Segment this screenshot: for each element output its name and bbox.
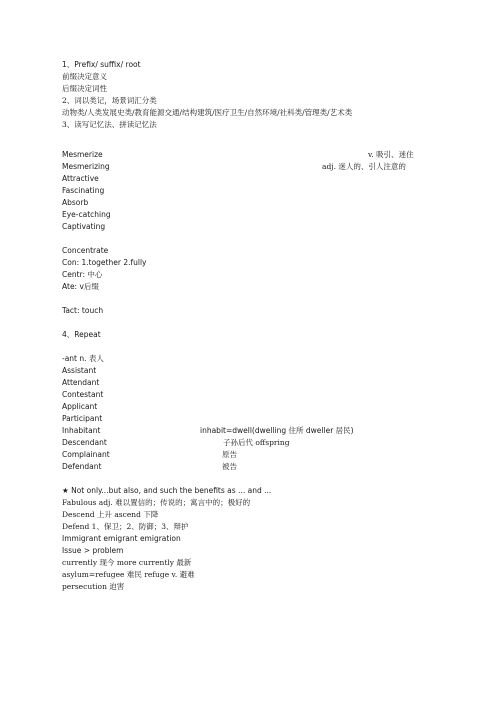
vocab-definition: 被告 (222, 462, 237, 471)
root-note: Ate: v后缀 (62, 282, 99, 291)
vocab-word: Defendant (62, 462, 102, 471)
vocab-word: Contestant (62, 390, 104, 399)
text-line: 1、Prefix/ suffix/ root (62, 60, 141, 69)
text-line: Issue > problem (62, 546, 124, 555)
vocab-word: Applicant (62, 402, 98, 411)
text-line: asylum=refugee 难民 refuge v. 避难 (62, 570, 195, 579)
vocab-definition: v. 吸引、迷住 (368, 150, 414, 159)
text-line: Descend 上升 ascend 下降 (62, 510, 159, 519)
text-line: persecution 迫害 (62, 582, 125, 591)
vocab-word: Absorb (62, 198, 89, 207)
star-note: ★ Not only...but also, and such the benefits as ... and ... (62, 486, 272, 495)
text-line: Defend 1、保卫；2、防御；3、辩护 (62, 522, 189, 531)
vocab-word: Complainant (62, 450, 110, 459)
vocab-word: Concentrate (62, 246, 109, 255)
text-line: 前缀决定意义 (62, 72, 107, 81)
vocab-word: Eye-catching (62, 210, 111, 219)
vocab-word: Inhabitant (62, 426, 101, 435)
text-line: 2、词以类记，场景词汇分类 (62, 96, 157, 105)
text-line: Immigrant emigrant emigration (62, 534, 181, 543)
vocab-word: Captivating (62, 222, 106, 231)
vocab-definition: inhabit=dwell(dwelling 住所 dweller 居民) (200, 426, 354, 435)
vocab-word: Attendant (62, 378, 100, 387)
suffix-note: -ant n. 表人 (62, 354, 104, 363)
vocab-definition: adj. 迷人的、引人注意的 (322, 162, 406, 171)
vocab-word: Fascinating (62, 186, 105, 195)
text-line: 动物类/人类发展史类/教育能源交通/结构建筑/医疗卫生/自然环境/社科类/管理类/艺术类 (62, 108, 353, 117)
text-line: currently 现今 more currently 最新 (62, 558, 192, 567)
vocab-definition: 子孙后代 offspring (223, 438, 290, 447)
vocab-word: Assistant (62, 366, 97, 375)
section-heading: 4、Repeat (62, 330, 101, 339)
text-line: 后缀决定词性 (62, 84, 107, 93)
vocab-word: Mesmerizing (62, 162, 110, 171)
vocab-word: Descendant (62, 438, 107, 447)
root-note: Centr: 中心 (62, 270, 103, 279)
root-note: Con: 1.together 2.fully (62, 258, 147, 267)
text-line: Fabulous adj. 难以置信的；传说的；寓言中的；极好的 (62, 498, 251, 507)
root-note: Tact: touch (62, 306, 104, 315)
vocab-definition: 原告 (222, 450, 237, 459)
vocab-word: Mesmerize (62, 150, 103, 159)
vocab-word: Participant (62, 414, 103, 423)
vocab-word: Attractive (62, 174, 99, 183)
text-line: 3、读写记忆法、拼读记忆法 (62, 120, 157, 129)
